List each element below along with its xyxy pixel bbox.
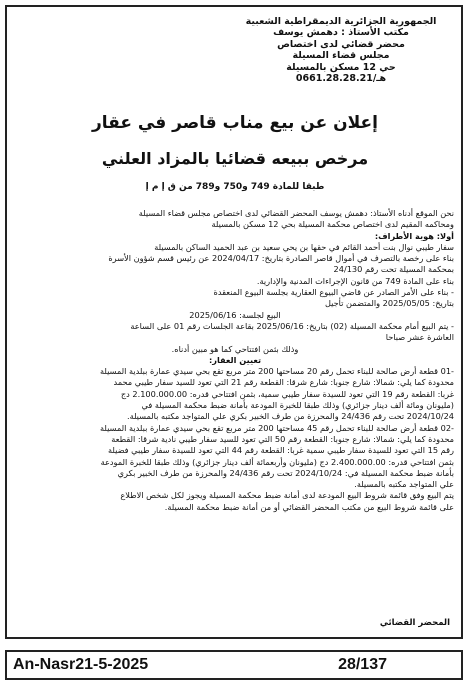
body-line: بأمانة ضبط محكمة المسيلة في: 2024/10/24 تحت رقم 24/436 والمحرزة من طرف الخبير بكري [117,467,454,478]
legal-reference: طبقا للمادة 749 و750 و789 من ق إ م إ [145,182,325,192]
notice-title: إعلان عن بيع مناب قاصر في عقار [91,113,378,133]
section-heading: تعيين العقار: [208,354,262,365]
body-line: (مليونان ومائة ألف دينار جزائري) وذلك طبقا للخبرة المودعة بأمانة ضبط محكمة المسيلة في [141,400,454,411]
body-line: -01 قطعة أرض صالحة للبناء تحمل رقم 20 مساحتها 200 متر مربع تقع بحي سيدي عمارة ببلدية المسيلة [99,366,454,377]
body-line: - يتم البيع أمام محكمة المسيلة (02) بتاريخ: 2025/06/16 بقاعة الجلسات رقم 01 على الساعة [130,320,454,331]
body-line: 2024/10/24 تحت رقم 24/436 والمحرزة من طرف الخبير بكري علي المتواجد مكتبه بالمسيلة. [126,411,454,422]
page-reference: 28/137 [338,656,387,673]
body-line: محدودة كما يلي: شمالا: شارع جنوبا: شارع شرقا: القطعة رقم 21 التي تعود للسيد سفار طيبي محمد [113,377,454,388]
body-line: على قائمة شروط البيع من مكتب المحضر القضائي أو من أمانة ضبط محكمة المسيلة. [164,501,454,512]
body-line: بثمن افتتاحي قدره: 2.400.000.00 دج (مليونان وأربعمائة ألف دينار جزائري) وذلك طبقا للخبرة المودعة [100,456,454,467]
body-line: ومحاكمه المقيم لدى اختصاص محكمة المسيلة بحي 12 مسكن بالمسيلة [211,219,454,230]
header-line: حي 12 مسكن بالمسيلة [286,61,396,73]
body-line: بمحكمة المسيلة تحت رقم 24/130 [333,264,454,275]
notice-subtitle: مرخص ببيعه قضائيا بالمزاد العلني [101,149,369,168]
signature-label: المحضر القضائي [379,618,450,628]
body-line: -02 قطعة أرض صالحة للبناء تحمل رقم 45 مساحتها 200 متر مربع تقع بحي سيدي عمارة ببلدية المسيلة [99,422,454,433]
header-line: هـ/0661.28.28.21 [295,73,387,85]
header-line: مكتب الأستاذ : دهمش يوسف [273,27,409,39]
body-line: بناء على المادة 749 من قانون الإجراءات المدنية والإدارية. [256,275,454,286]
publication-reference: An-Nasr21-5-2025 [13,656,149,673]
body-line: بتاريخ: 2025/05/05 والمتضمن تأجيل [324,298,454,309]
body-line: - بناء على الأمر الصادر عن قاضي البيوع العقارية بجلسة البيوع المنعقدة [213,287,454,298]
body-line: بناء على رخصة بالتصرف في أموال قاصر الصادرة بتاريخ: 2024/04/17 عن رئيس قسم شؤون الأسرة [108,253,454,264]
body-line: غربا: القطعة رقم 19 التي تعود للسيدة سفار طيبي سمية، بثمن افتتاحي قدره: 2.100.000.00 دج [120,388,454,399]
body-line: سفار طيبي نوال بنت أحمد القائم في حقها بن يحي سعيد بن عبد الحميد الساكن بالمسيلة [154,241,454,252]
body-line: يتم البيع وفق قائمة شروط البيع المودعة لدى أمانة ضبط محكمة المسيلة ويجوز لكل شخص الاطلاع [120,490,454,501]
body-line: العاشرة عشر صباحا [385,332,454,343]
notice-body [16,208,454,513]
section-heading: أولا: هوية الأطراف: [374,230,454,241]
footer-bar [5,650,463,680]
body-line: علي المتواجد مكتبه بالمسيلة. [354,479,454,490]
body-line: رقم 15 التي تعود للسيدة سفار طيبي سمية غربا: القطعة رقم 44 التي تعود للسيدة سفار طيبي فضيلة [108,445,454,456]
issuer-header [226,16,456,84]
header-line: محضر قضائي لدى اختصاص [277,38,405,50]
body-line: البيع لجلسة: 2025/06/16 [189,309,281,320]
header-line: الجمهورية الجزائرية الديمقراطية الشعبية [245,16,437,27]
body-line: نحن الموقع أدناه الأستاذ: دهمش يوسف المحضر القضائي لدى اختصاص مجلس قضاء المسيلة [138,208,454,218]
header-line: مجلس قضاء المسيلة [292,50,390,62]
body-line: وذلك بثمن افتتاحي كما هو مبين أدناه. [171,343,299,354]
body-line: محدودة كما يلي: شمالا: شارع جنوبا: القطعة رقم 50 التي تعود للسيد سفار طيبي نادية شرقا: القطعة [111,433,454,444]
